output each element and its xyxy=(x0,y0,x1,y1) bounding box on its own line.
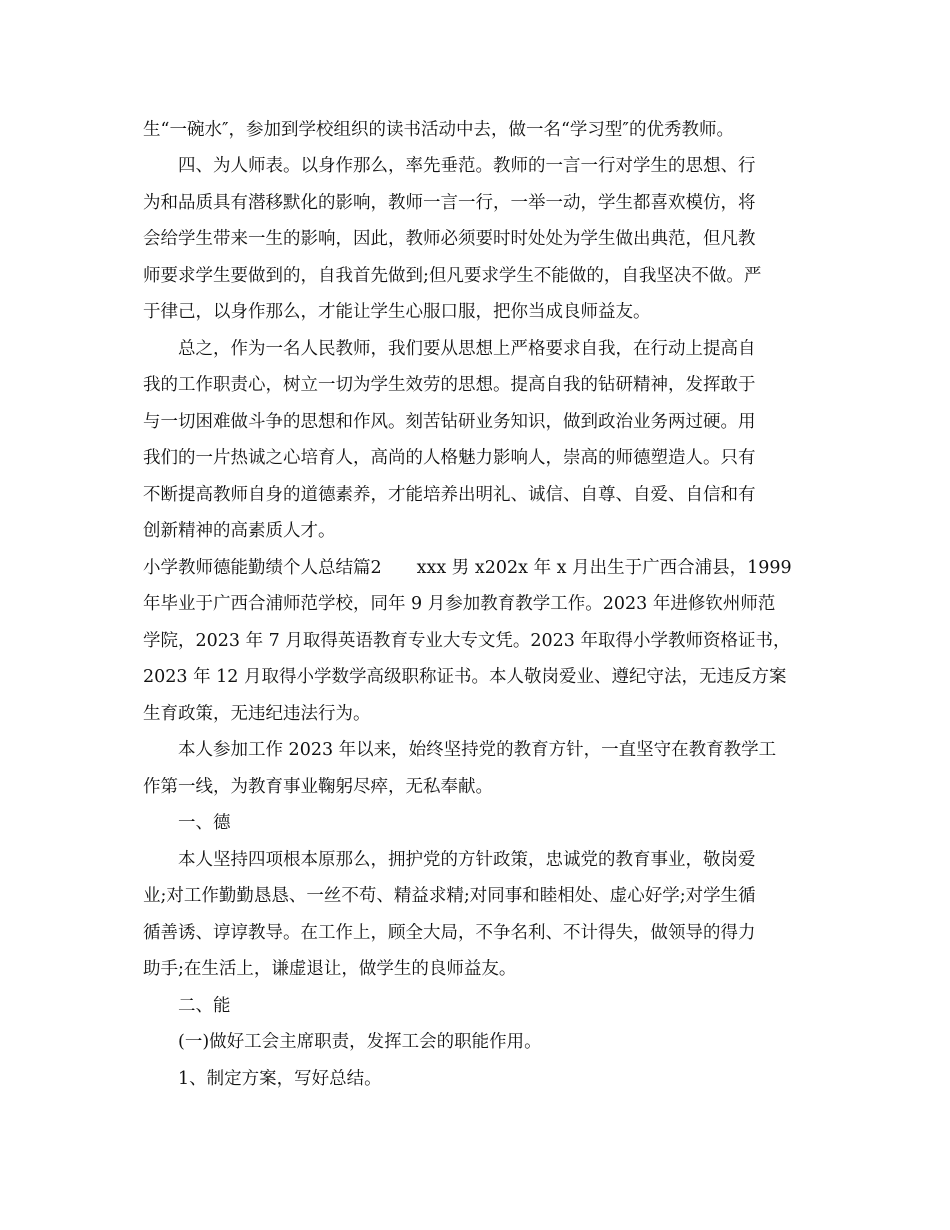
text-line: 我们的一片热诚之心培育人，高尚的人格魅力影响人，崇高的师德塑造人。只有 xyxy=(143,448,756,468)
text-line: 生育政策，无违纪违法行为。 xyxy=(143,704,371,724)
text-line: 创新精神的高素质人才。 xyxy=(143,521,336,541)
text-line: 生“一碗水″，参加到学校组织的读书活动中去，做一名“学习型″的优秀教师。 xyxy=(143,120,734,140)
text-line: 助手;在生活上，谦虚退让，做学生的良师益友。 xyxy=(143,959,517,979)
text-line: (一)做好工会主席职责，发挥工会的职能作用。 xyxy=(178,1032,542,1052)
text-line: 不断提高教师自身的道德素养，才能培养出明礼、诚信、自尊、自爱、自信和有 xyxy=(143,485,756,505)
text-line: 本人坚持四项根本原那么，拥护党的方针政策，忠诚党的教育事业，敬岗爱 xyxy=(178,850,756,870)
text-line: 2023 年 12 月取得小学数学高级职称证书。本人敬岗爱业、遵纪守法，无违反方案 xyxy=(143,667,787,687)
text-line: 师要求学生要做到的，自我首先做到;但凡要求学生不能做的，自我坚决不做。严 xyxy=(143,266,762,286)
text-line: 四、为人师表。以身作那么，率先垂范。教师的一言一行对学生的思想、行 xyxy=(178,156,756,176)
subheading-neng: 二、能 xyxy=(178,996,231,1016)
text-line: 作第一线，为教育事业鞠躬尽瘁，无私奉献。 xyxy=(143,777,493,797)
text-line: 业;对工作勤勤恳恳、一丝不苟、精益求精;对同事和睦相处、虚心好学;对学生循 xyxy=(143,886,756,906)
text-line: 为和品质具有潜移默化的影响，教师一言一行，一举一动，学生都喜欢模仿，将 xyxy=(143,193,756,213)
text-line: 总之，作为一名人民教师，我们要从思想上严格要求自我，在行动上提高自 xyxy=(178,339,756,359)
text-line: 会给学生带来一生的影响，因此，教师必须要时时处处为学生做出典范，但凡教 xyxy=(143,229,756,249)
text-line: 本人参加工作 2023 年以来，始终坚持党的教育方针，一直坚守在教育教学工 xyxy=(178,740,777,760)
text-line: 1、制定方案，写好总结。 xyxy=(178,1069,382,1089)
text-line: 学院，2023 年 7 月取得英语教育专业大专文凭。2023 年取得小学教师资格证书， xyxy=(143,631,791,651)
subheading-de: 一、德 xyxy=(178,813,231,833)
text-line: 循善诱、谆谆教导。在工作上，顾全大局，不争名利、不计得失，做领导的得力 xyxy=(143,923,756,943)
text-line: 与一切困难做斗争的思想和作风。刻苦钻研业务知识，做到政治业务两过硬。用 xyxy=(143,412,756,432)
section-heading-line: 小学教师德能勤绩个人总结篇2 xxx 男 x202x 年 x 月出生于广西合浦县，1999 xyxy=(143,558,792,578)
text-line: 我的工作职责心，树立一切为学生效劳的思想。提高自我的钻研精神，发挥敢于 xyxy=(143,375,756,395)
text-line: 年毕业于广西合浦师范学校，同年 9 月参加教育教学工作。2023 年进修钦州师范 xyxy=(143,594,776,614)
text-line: 于律己，以身作那么，才能让学生心服口服，把你当成良师益友。 xyxy=(143,302,651,322)
